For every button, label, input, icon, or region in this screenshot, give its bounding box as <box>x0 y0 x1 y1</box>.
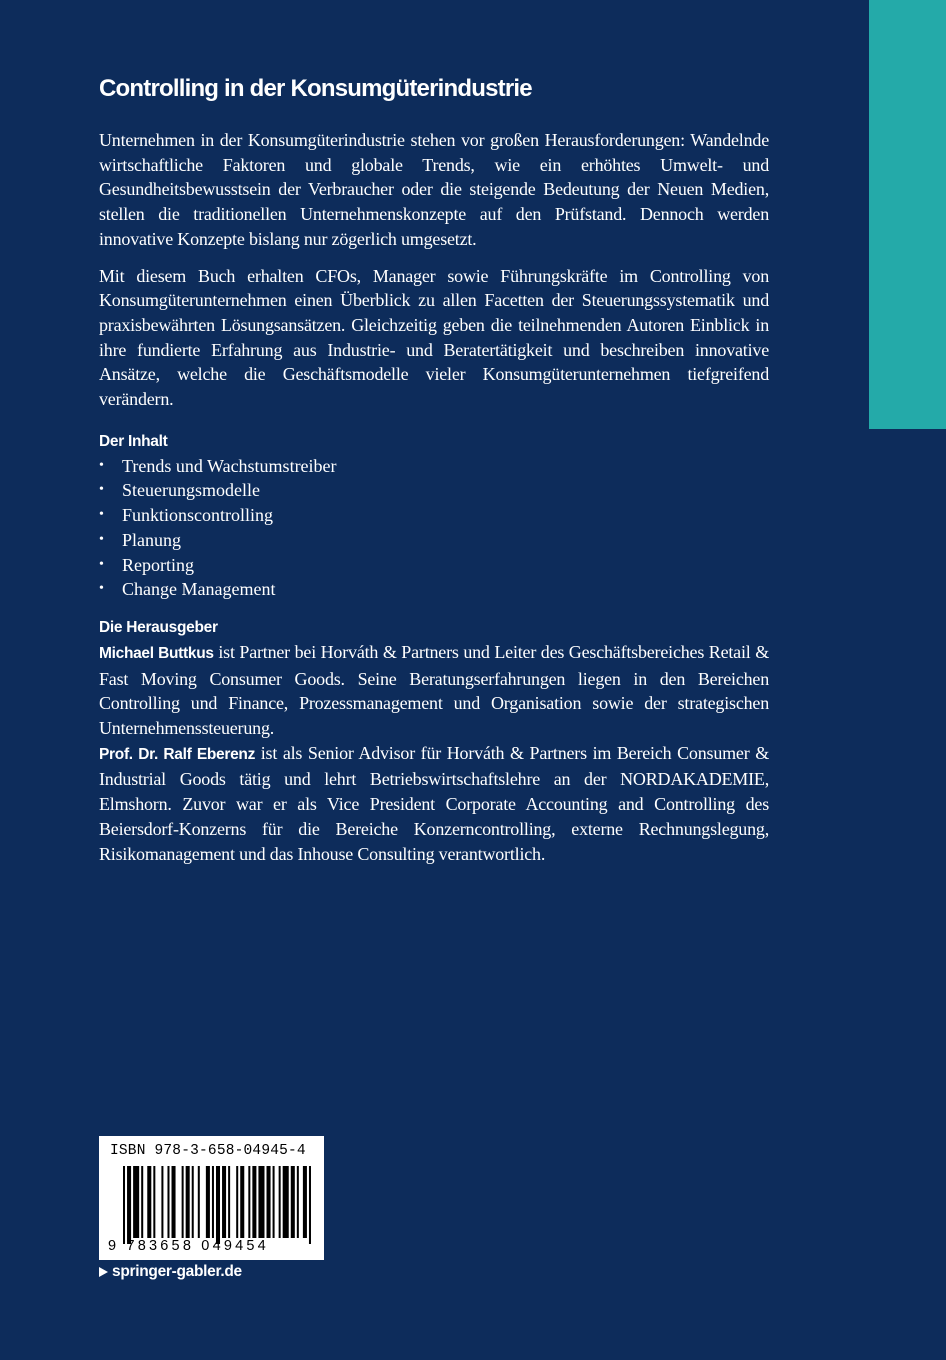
bullet-icon: • <box>99 531 104 547</box>
editors-heading: Die Herausgeber <box>99 618 218 636</box>
list-item: • Planung <box>99 528 769 553</box>
barcode-bars-icon <box>123 1166 313 1244</box>
arrow-right-icon <box>99 1267 108 1277</box>
barcode-digits: 9 783658 049454 <box>108 1238 269 1254</box>
editor-bio-1: Michael Buttkus ist Partner bei Horváth & Partners und Leiter des Geschäftsbereiches Retail & Fast Moving Consumer Goods. Seine Beratungserfahrungen liegen in den Bereichen Controlling und Finance, Prozessmanagement und Organisation sowie der strategischen Unternehmenssteuerung. <box>99 641 769 739</box>
editor-name: Michael Buttkus <box>99 644 214 662</box>
bullet-icon: • <box>99 482 104 498</box>
list-item: • Reporting <box>99 553 769 578</box>
publisher-website[interactable] <box>99 1263 242 1281</box>
website-link[interactable]: springer-gabler.de <box>112 1263 242 1280</box>
intro-paragraph-1: Unternehmen in der Konsumgüterindustrie stehen vor großen Herausforderungen: Wandelnde wirtschaftliche Faktoren und globale Trends, wie ein erhöhtes Umwelt- und Gesundheitsbewusstsein der Verbraucher oder die steigende Bedeutung der Neuen Medien, stellen die traditionellen Unternehmenskonzepte auf den Prüfstand. Dennoch werden innovative Konzepte bislang nur zögerlich umgesetzt. <box>99 130 769 249</box>
book-title: Controlling in der Konsumgüterindustrie <box>99 75 532 102</box>
bullet-icon: • <box>99 457 104 473</box>
contents-heading: Der Inhalt <box>99 432 168 450</box>
list-item: • Steuerungsmodelle <box>99 478 769 503</box>
list-item: • Change Management <box>99 577 769 602</box>
list-item: • Trends und Wachstumstreiber <box>99 454 769 479</box>
editor-bio-2: Prof. Dr. Ralf Eberenz ist als Senior Advisor für Horváth & Partners im Bereich Consumer & Industrial Goods tätig und lehrt Betriebswirtschaftslehre an der NORDAKADEMIE, Elmshorn. Zuvor war er als Vice President Corporate Accounting and Controlling des Beiersdorf-Konzerns für die Bereiche Konzerncontrolling, externe Rechnungslegung, Risikomanagement und das Inhouse Consulting verantwortlich. <box>99 742 769 864</box>
isbn-barcode <box>99 1136 324 1260</box>
list-item: • Funktionscontrolling <box>99 503 769 528</box>
editor-name: Prof. Dr. Ralf Eberenz <box>99 745 256 763</box>
accent-bar <box>869 0 946 429</box>
bullet-icon: • <box>99 556 104 572</box>
intro-paragraph-2: Mit diesem Buch erhalten CFOs, Manager sowie Führungskräfte im Controlling von Konsumgüterunternehmen einen Überblick zu allen Facetten der Steuerungssystematik und praxisbewährten Lösungsansätzen. Gleichzeitig geben die teilnehmenden Autoren Einblick in ihre fundierte Erfahrung aus Industrie- und Beratertätigkeit und beschreiben innovative Ansätze, welche die Geschäftsmodelle vieler Konsumgüterunternehmen tiefgreifend verändern. <box>99 265 769 410</box>
contents-list <box>99 454 769 602</box>
bullet-icon: • <box>99 507 104 523</box>
isbn-label: ISBN 978-3-658-04945-4 <box>110 1143 306 1159</box>
bullet-icon: • <box>99 581 104 597</box>
back-cover-content <box>99 72 769 866</box>
